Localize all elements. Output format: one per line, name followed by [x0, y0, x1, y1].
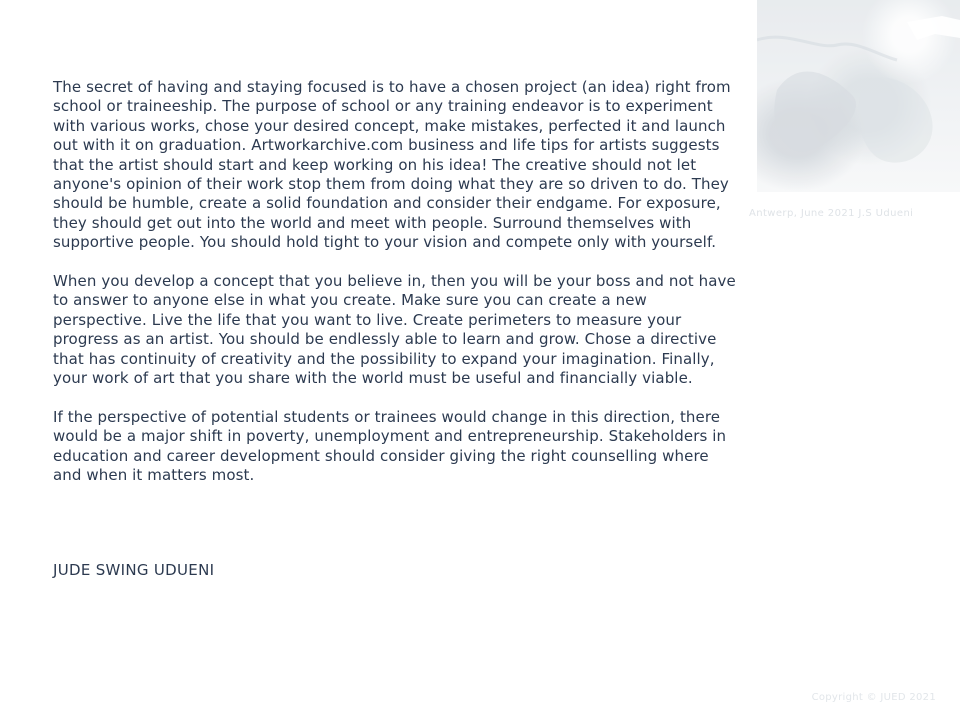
article-body: [53, 78, 738, 505]
copyright-notice: Copyright © JUED 2021: [811, 692, 936, 703]
article-paragraph: When you develop a concept that you believe in, then you will be your boss and not have to answer to anyone else in what you create. Make sure you can create a new perspective. Live the life that you want to live. Create perimeters to measure your progress as an artist. You should be endlessly able to learn and grow. Chose a directive that has continuity of creativity and the possibility to expand your imagination. Finally, your work of art that you share with the world must be useful and financially viable.: [53, 272, 736, 388]
article-paragraph: The secret of having and staying focused is to have a chosen project (an idea) right from school or traineeship. The purpose of school or any training endeavor is to experiment with various works, chose your desired concept, make mistakes, perfected it and launch out with it on graduation. Artworkarchive.com business and life tips for artists suggests that the artist should start and keep working on his idea! The creative should not let anyone's opinion of their work stop them from doing what they are so driven to do. They should be humble, create a solid foundation and consider their endgame. For exposure, they should get out into the world and meet with people. Surround themselves with supportive people. You should hold tight to your vision and compete only with yourself.: [53, 78, 731, 252]
photo-caption: Antwerp, June 2021 J.S Udueni: [749, 208, 914, 219]
photo-texture: [757, 0, 960, 192]
faded-photo: [757, 0, 960, 192]
author-signature: JUDE SWING UDUENI: [53, 561, 215, 579]
article-paragraph: If the perspective of potential students or trainees would change in this direction, there would be a major shift in poverty, unemployment and entrepreneurship. Stakeholders in education and career development should consider giving the right counselling where and when it matters most.: [53, 407, 727, 485]
